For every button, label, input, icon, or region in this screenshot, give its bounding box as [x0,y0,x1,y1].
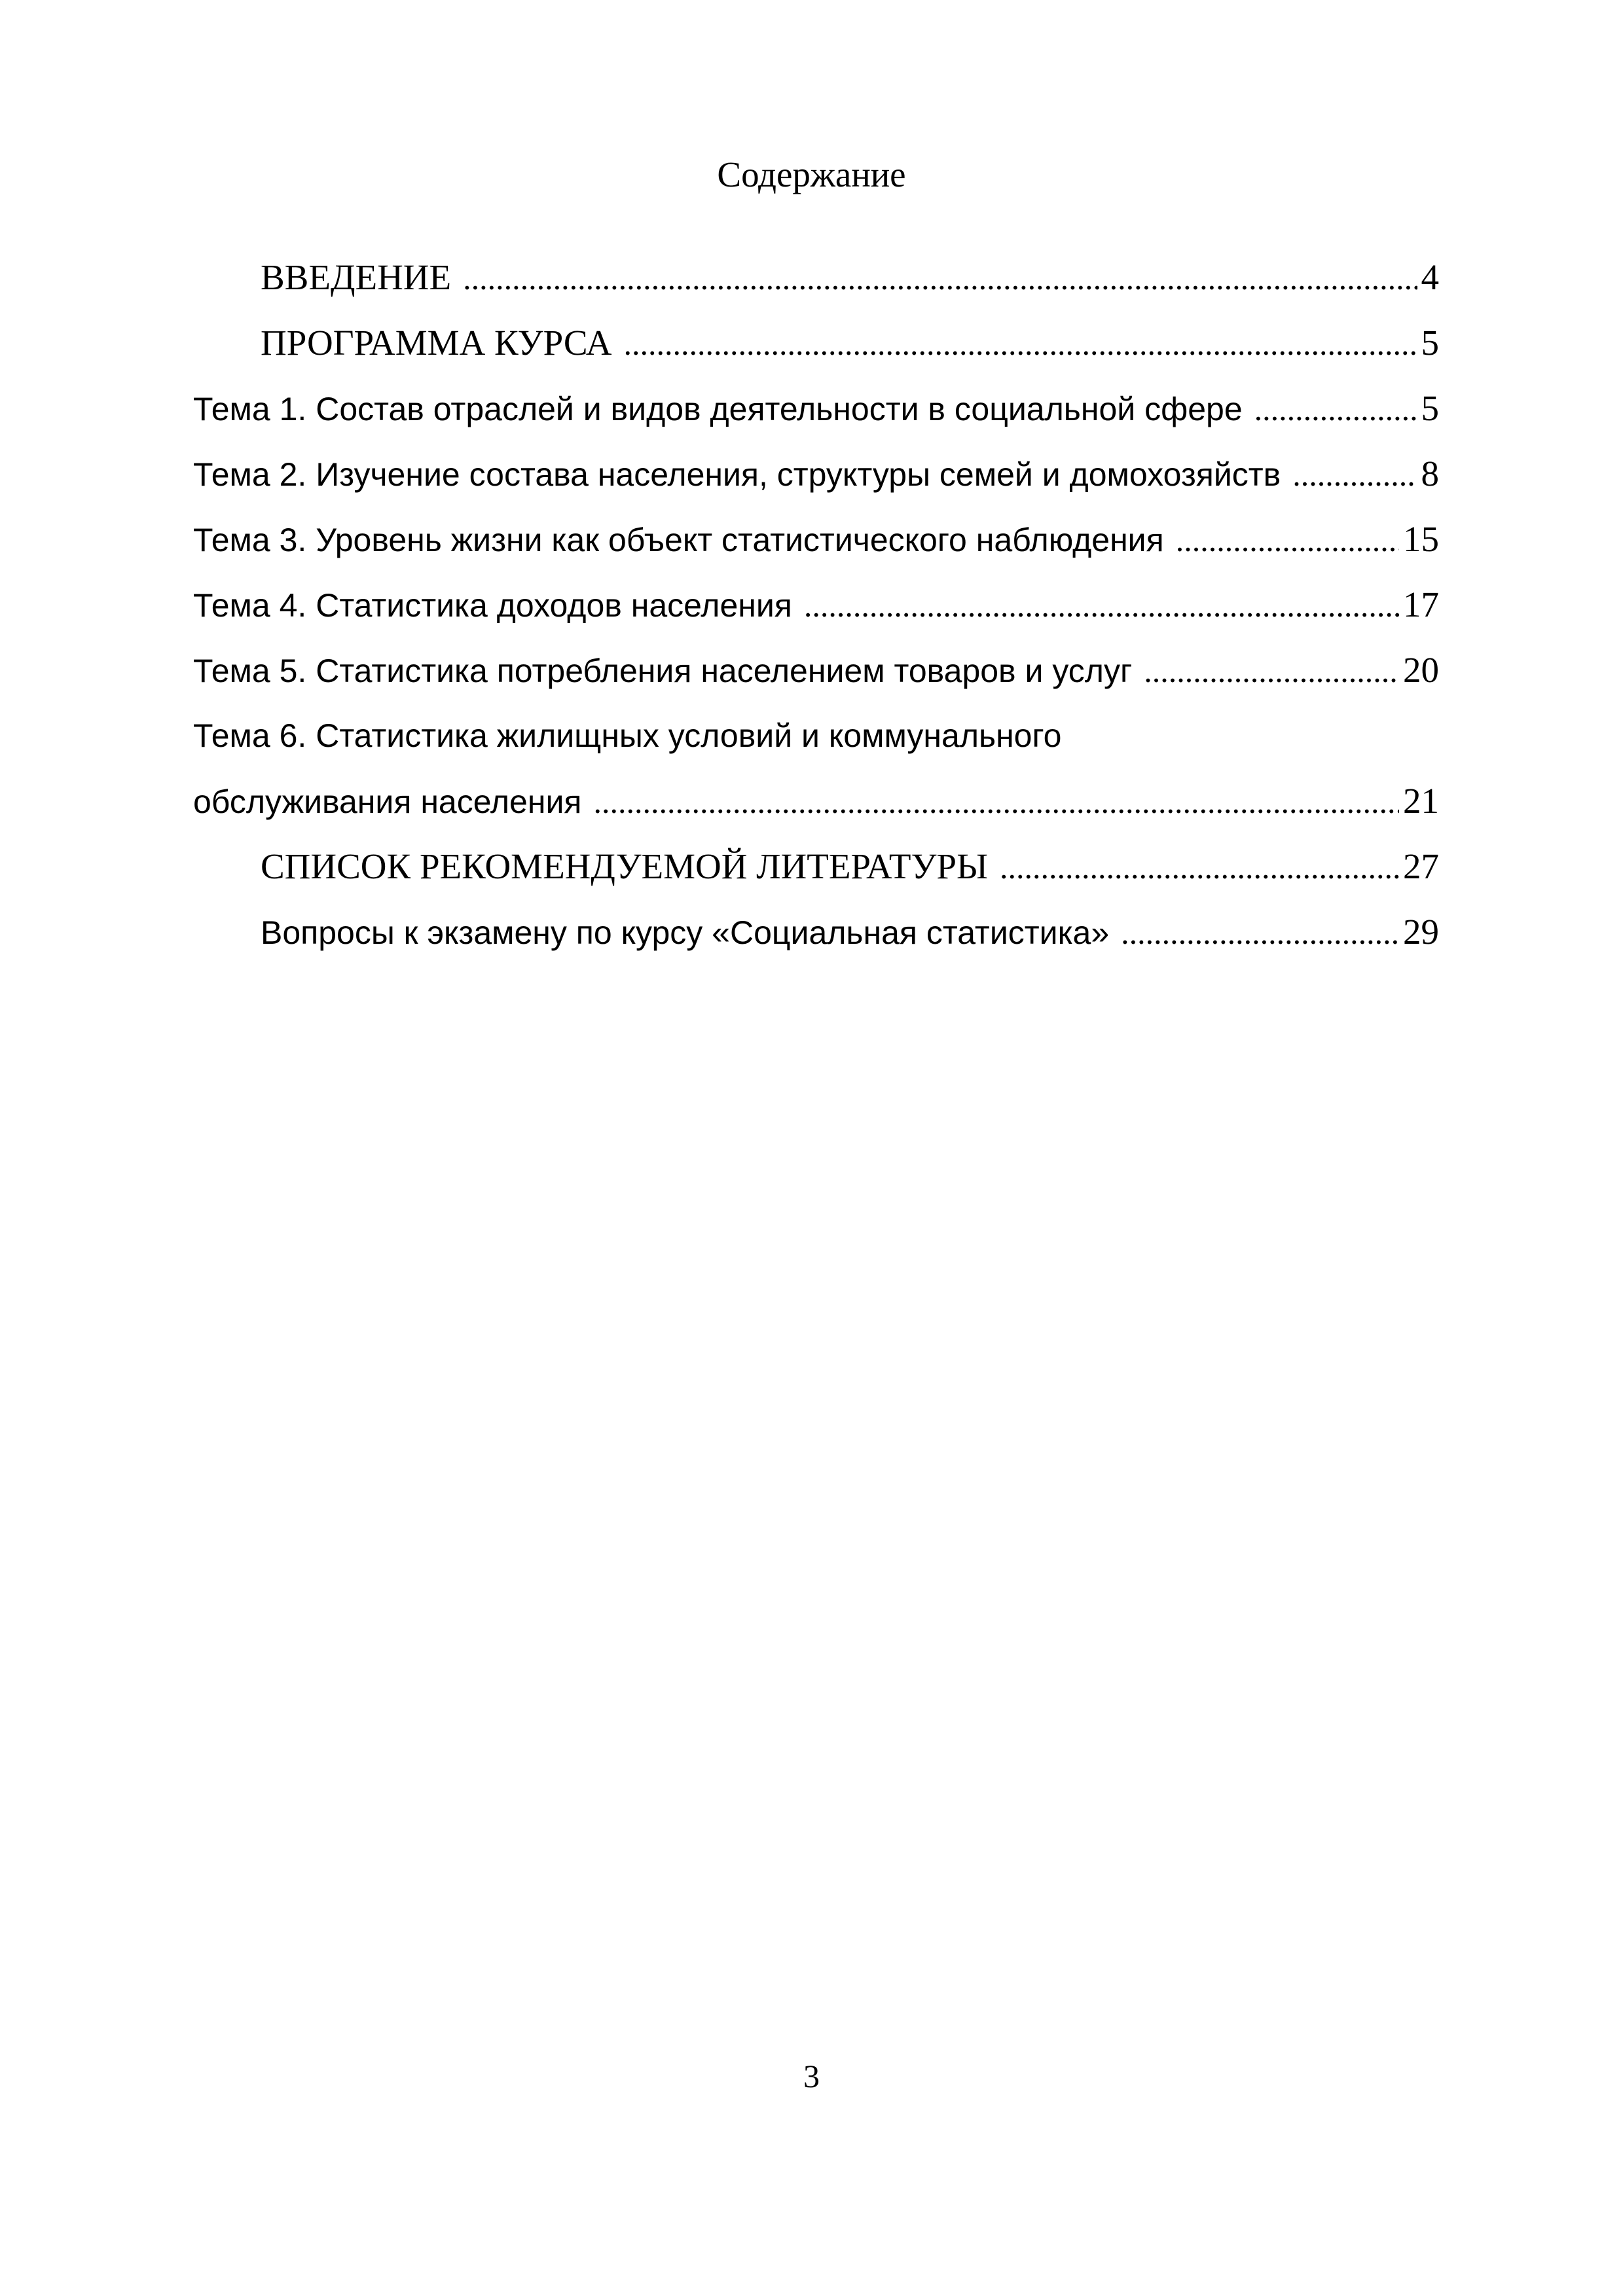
toc-leader-dots [1000,843,1399,891]
toc-leader-dots [463,254,1417,302]
toc-leader-dots [1254,386,1417,433]
toc-entry-topic-2[interactable] [193,450,1439,497]
toc-entry-label: СПИСОК РЕКОМЕНДУЕМОЙ ЛИТЕРАТУРЫ [261,846,988,886]
toc-entry-label: Тема 6. Статистика жилищных условий и коммунального [193,717,1062,754]
toc-entry-page: 17 [1403,584,1439,624]
toc-entry-topic-5[interactable] [193,647,1439,694]
toc-leader-dots [593,778,1399,825]
toc-entry-topic-1[interactable] [193,385,1439,432]
toc-leader-dots [1292,451,1417,498]
toc-entry-label: Тема 5. Статистика потребления населением товаров и услуг [193,653,1133,689]
toc-entry-page: 5 [1421,323,1439,363]
toc-entry-label: Тема 4. Статистика доходов населения [193,587,792,624]
toc-entry-label: Тема 1. Состав отраслей и видов деятельности в социальной сфере [193,391,1243,427]
toc-entry-topic-4[interactable] [193,581,1439,628]
toc-entry-page: 29 [1403,912,1439,952]
toc-entry-label: Тема 3. Уровень жизни как объект статистического наблюдения [193,522,1164,558]
toc-entry-references[interactable] [261,843,1439,890]
toc-entry-page: 8 [1421,454,1439,493]
toc-entry-topic-6-line1[interactable] [193,712,1439,759]
toc-entry-exam-questions[interactable] [261,908,1439,956]
toc-leader-dots [804,582,1399,629]
toc-entry-course-program[interactable] [261,319,1439,367]
toc-entry-label: обслуживания населения [193,783,582,820]
page-title: Содержание [717,154,906,194]
toc-entry-page: 21 [1403,781,1439,821]
page-number: 3 [803,2058,820,2094]
toc-entry-page: 27 [1403,846,1439,886]
toc-leader-dots [624,319,1417,367]
toc-entry-page: 5 [1421,388,1439,428]
toc-entry-page: 20 [1403,650,1439,690]
toc-entry-label: Вопросы к экзамену по курсу «Социальная статистика» [261,914,1110,951]
toc-entry-page: 15 [1403,519,1439,559]
toc-leader-dots [1121,909,1399,956]
toc-entry-topic-6-line2[interactable] [193,778,1439,825]
toc-entry-introduction[interactable] [261,254,1439,301]
toc-entry-label: ВВЕДЕНИЕ [261,257,452,297]
toc-leader-dots [1144,647,1399,694]
toc-entry-label: Тема 2. Изучение состава населения, структуры семей и домохозяйств [193,456,1281,493]
toc-entry-page: 4 [1421,257,1439,297]
toc-entry-label: ПРОГРАММА КУРСА [261,323,612,363]
toc-entry-topic-3[interactable] [193,516,1439,563]
toc-leader-dots [1176,516,1399,564]
